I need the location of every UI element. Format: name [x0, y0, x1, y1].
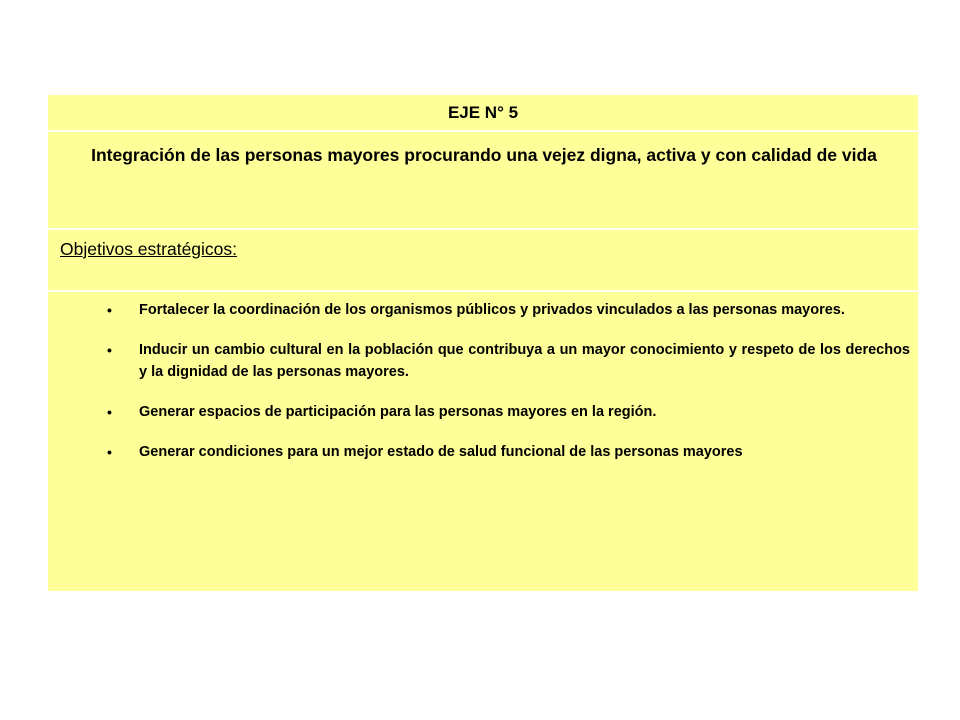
axis-title: EJE N° 5 — [447, 103, 519, 122]
list-item — [104, 339, 910, 383]
list-item — [104, 299, 910, 321]
bullet-icon: • — [107, 404, 112, 420]
list-item-text: Inducir un cambio cultural en la población que contribuya a un mayor conocimiento y respeto de los derechos y la dignidad de las personas mayores. — [139, 342, 910, 380]
bullet-icon: • — [107, 342, 112, 358]
objectives-list-row — [48, 291, 918, 591]
list-item-text: Generar espacios de participación para las personas mayores en la región. — [139, 404, 657, 420]
list-item — [104, 441, 910, 463]
bullet-icon: • — [107, 302, 112, 318]
axis-card — [48, 95, 918, 591]
axis-heading: Integración de las personas mayores procurando una vejez digna, activa y con calidad de vida — [91, 145, 877, 165]
objectives-list — [104, 299, 910, 481]
objectives-row — [48, 229, 918, 291]
list-item-text: Fortalecer la coordinación de los organismos públicos y privados vinculados a las personas mayores. — [139, 302, 845, 318]
list-item-text: Generar condiciones para un mejor estado de salud funcional de las personas mayores — [139, 444, 743, 460]
bullet-icon: • — [107, 444, 112, 460]
objectives-label: Objetivos estratégicos: — [60, 239, 238, 259]
list-item — [104, 401, 910, 423]
title-row — [48, 95, 918, 131]
heading-row — [48, 131, 918, 229]
